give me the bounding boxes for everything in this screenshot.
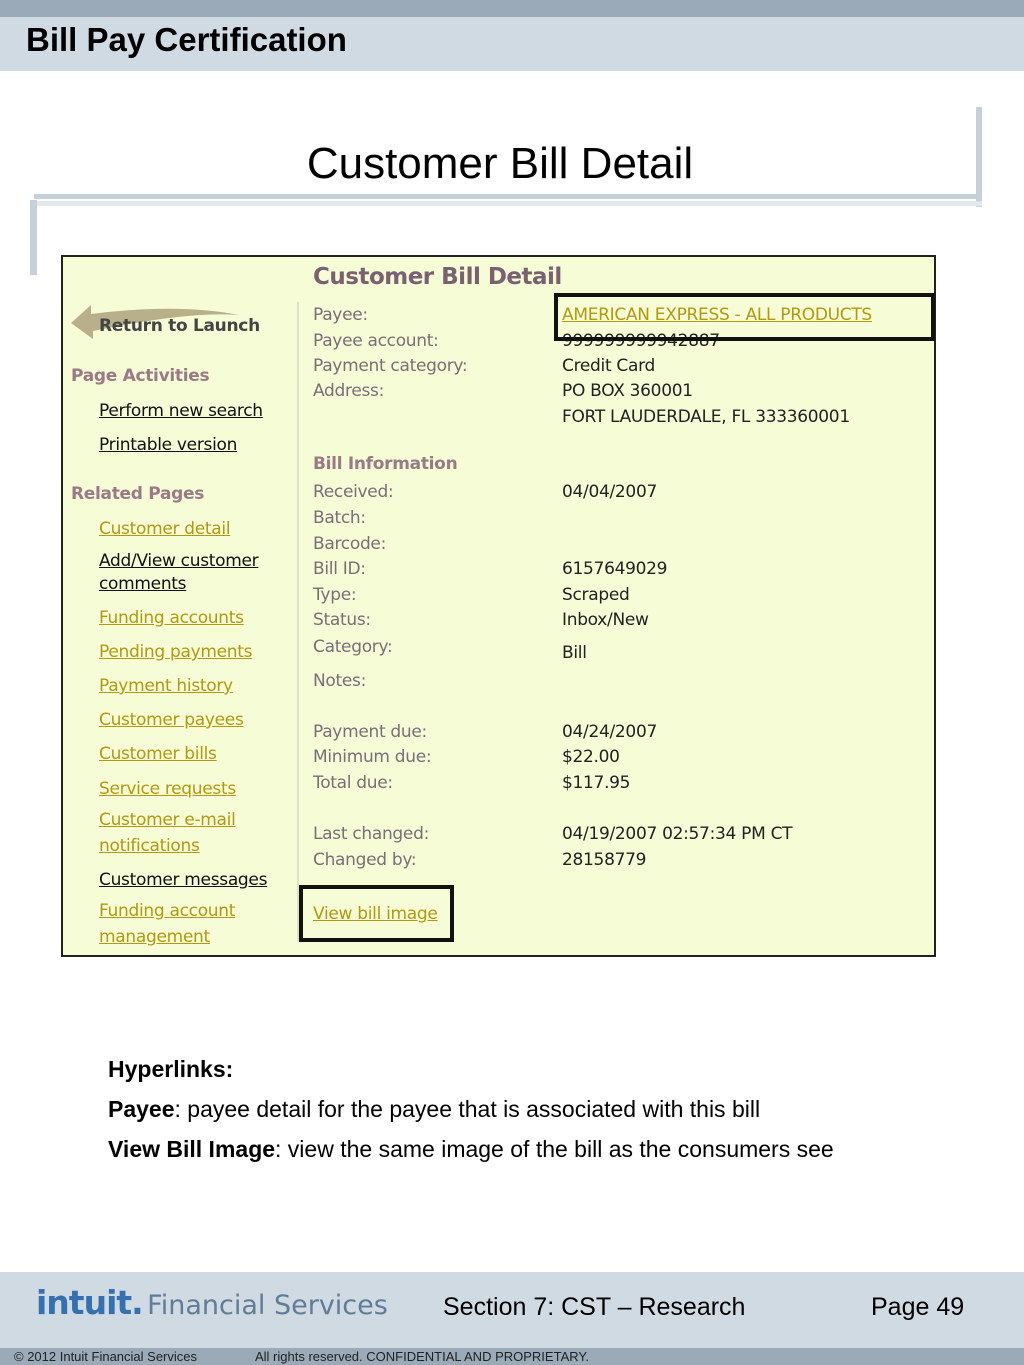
sidebar-link-add-view-comments-line2[interactable]: comments: [99, 574, 187, 594]
view-bill-image-term: View Bill Image: [108, 1136, 276, 1162]
bill-information-heading: Bill Information: [313, 454, 458, 474]
payee-account-label: Payee account:: [313, 331, 439, 351]
sidebar-link-funding-account-management-line2[interactable]: management: [99, 927, 210, 947]
minimum-due-value: $22.00: [562, 747, 620, 767]
title-frame-bar-light: [34, 201, 982, 206]
received-label: Received:: [313, 482, 394, 502]
sidebar-link-add-view-comments[interactable]: Add/View customer: [99, 551, 259, 571]
view-bill-image-description: : view the same image of the bill as the consumers see: [275, 1136, 834, 1162]
last-changed-label: Last changed:: [313, 824, 429, 844]
bill-detail-screenshot: [61, 255, 936, 957]
screenshot-title: Customer Bill Detail: [313, 264, 562, 290]
payee-account-value: 999999999942887: [562, 331, 720, 351]
sidebar-link-customer-messages[interactable]: Customer messages: [99, 870, 268, 890]
status-value: Inbox/New: [562, 610, 649, 630]
intuit-financial-services-logo: [36, 1283, 388, 1323]
intuit-logo-word: intuit.: [36, 1283, 143, 1322]
copyright-text: © 2012 Intuit Financial Services: [14, 1349, 198, 1364]
sidebar-link-customer-email[interactable]: Customer e-mail: [99, 810, 236, 830]
slide-title: Customer Bill Detail: [306, 139, 694, 188]
payment-category-label: Payment category:: [313, 356, 468, 376]
payee-description: : payee detail for the payee that is associated with this bill: [174, 1096, 761, 1122]
address-label: Address:: [313, 381, 385, 401]
page-number: Page 49: [871, 1293, 965, 1321]
sidebar-link-customer-bills[interactable]: Customer bills: [99, 744, 217, 764]
payment-category-value: Credit Card: [562, 356, 655, 376]
page-activities-heading: Page Activities: [71, 366, 210, 386]
sidebar-link-funding-account-management[interactable]: Funding account: [99, 901, 236, 921]
bill-id-value: 6157649029: [562, 559, 668, 579]
address-line-2: FORT LAUDERDALE, FL 333360001: [562, 407, 850, 427]
received-value: 04/04/2007: [562, 482, 657, 502]
top-accent-strip: [0, 0, 1024, 17]
category-value: Bill: [562, 643, 587, 663]
bill-id-label: Bill ID:: [313, 559, 366, 579]
type-value: Scraped: [562, 585, 630, 605]
hyperlinks-notes: [108, 1054, 928, 1174]
related-pages-heading: Related Pages: [71, 484, 205, 504]
total-due-value: $117.95: [562, 773, 631, 793]
payee-link[interactable]: AMERICAN EXPRESS - ALL PRODUCTS: [562, 305, 872, 325]
rights-text: All rights reserved. CONFIDENTIAL AND PROPRIETARY.: [255, 1349, 589, 1364]
hyperlinks-heading: Hyperlinks:: [108, 1056, 234, 1082]
title-frame-left: [30, 200, 37, 275]
sidebar-link-customer-payees[interactable]: Customer payees: [99, 710, 244, 730]
status-label: Status:: [313, 610, 371, 630]
sidebar-link-pending-payments[interactable]: Pending payments: [99, 642, 253, 662]
sidebar-link-payment-history[interactable]: Payment history: [99, 676, 233, 696]
address-line-1: PO BOX 360001: [562, 381, 693, 401]
changed-by-label: Changed by:: [313, 850, 417, 870]
type-label: Type:: [313, 585, 357, 605]
intuit-logo-tagline: Financial Services: [147, 1290, 388, 1321]
batch-label: Batch:: [313, 508, 366, 528]
view-bill-image-link[interactable]: View bill image: [313, 904, 438, 924]
sidebar-link-perform-new-search[interactable]: Perform new search: [99, 401, 263, 421]
changed-by-value: 28158779: [562, 850, 647, 870]
sidebar-link-service-requests[interactable]: Service requests: [99, 779, 236, 799]
title-frame-bar: [34, 194, 982, 199]
return-to-launch-button[interactable]: [69, 301, 259, 341]
sidebar-link-printable-version[interactable]: Printable version: [99, 435, 238, 455]
view-bill-image-highlight-box: [299, 885, 454, 942]
sidebar-link-customer-detail[interactable]: Customer detail: [99, 519, 231, 539]
payment-due-label: Payment due:: [313, 722, 427, 742]
sidebar-link-funding-accounts[interactable]: Funding accounts: [99, 608, 244, 628]
payee-highlight-box: [554, 293, 935, 341]
slide-header-title: Bill Pay Certification: [26, 21, 347, 58]
last-changed-value: 04/19/2007 02:57:34 PM CT: [562, 824, 793, 844]
category-label: Category:: [313, 637, 393, 657]
notes-label: Notes:: [313, 671, 367, 691]
sidebar-link-customer-email-line2[interactable]: notifications: [99, 836, 200, 856]
minimum-due-label: Minimum due:: [313, 747, 432, 767]
section-label: Section 7: CST – Research: [443, 1293, 746, 1321]
total-due-label: Total due:: [313, 773, 393, 793]
payee-term: Payee: [108, 1096, 175, 1122]
payee-label: Payee:: [313, 305, 368, 325]
return-to-launch-label: Return to Launch: [99, 316, 260, 336]
barcode-label: Barcode:: [313, 534, 387, 554]
payment-due-value: 04/24/2007: [562, 722, 657, 742]
sidebar-divider: [297, 302, 299, 942]
